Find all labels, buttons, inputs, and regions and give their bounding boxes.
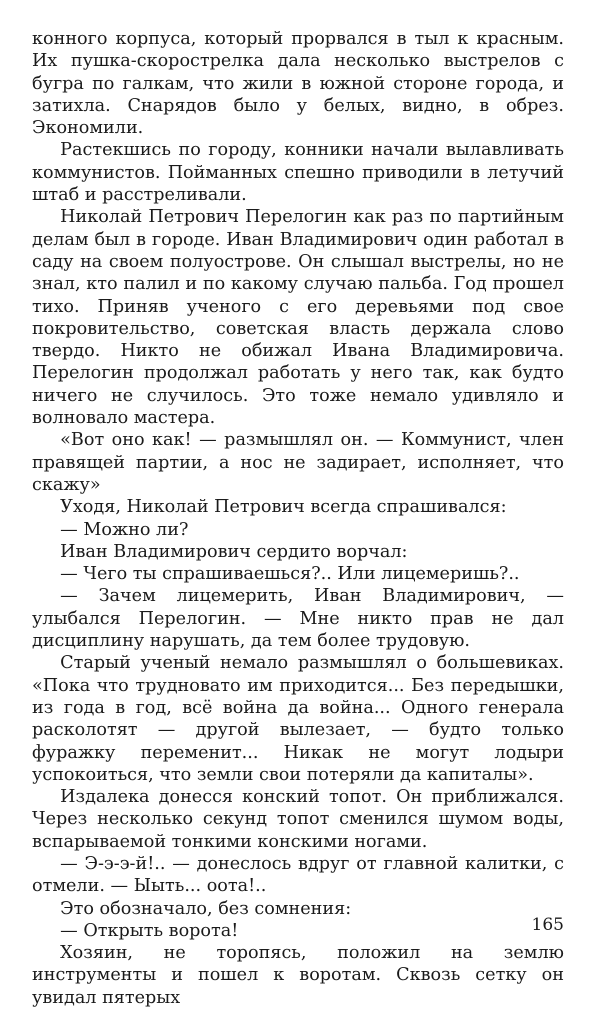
book-page-text <box>32 28 564 1009</box>
paragraph-13: Это обозначало, без сомнения: <box>60 898 352 919</box>
paragraph-1: конного корпуса, который прорвался в тыл к красным. Их пушка-скорострелка дала несколько выстрелов с бугра по галкам, что жили в южной стороне города, и затихла. Снарядов было у белых, видно, в обрез. Экономили. <box>32 29 564 139</box>
paragraph-15: Хозяин, не торопясь, положил на землю инструменты и пошел к воротам. Сквозь сетку он увидал пятерых <box>32 943 564 1008</box>
paragraph-3: Николай Петрович Перелогин как раз по партийным делам был в городе. Иван Владимирович один работал в саду на своем полуострове. Он слышал выстрелы, но не знал, кто палил и по какому случаю пальба. Год прошел тихо. Приняв ученого с его деревьями под свое покровительство, советская власть держала слово твердо. Никто не обижал Ивана Владимировича. Перелогин продолжал работать у него так, как будто ничего не случилось. Это тоже немало удивляло и волновало мастера. <box>32 207 564 429</box>
paragraph-8: — Чего ты спрашиваешься?.. Или лицемеришь?.. <box>60 564 520 585</box>
paragraph-9: — Зачем лицемерить, Иван Владимирович, — улыбался Перелогин. — Мне никто прав не дал дисциплину нарушать, да тем более трудовую. <box>32 586 564 652</box>
page-number: 165 <box>531 915 564 935</box>
paragraph-5: Уходя, Николай Петрович всегда спрашивался: <box>60 497 507 518</box>
paragraph-10: Старый ученый немало размышлял о большевиках. «Пока что трудновато им приходится... Без передышки, из года в год, всё война да война... Одного генерала расколотят — другой вылезает, — будто только фуражку переменит... Никак не могут лодыри успокоиться, что земли свои потеряли да капиталы». <box>32 653 564 785</box>
paragraph-11: Издалека донесся конский топот. Он приближался. Через несколько секунд топот сменился шумом воды, вспарываемой тонкими конскими ногами. <box>32 787 564 852</box>
paragraph-2: Растекшись по городу, конники начали вылавливать коммунистов. Пойманных спешно приводили в летучий штаб и расстреливали. <box>32 140 564 206</box>
paragraph-7: Иван Владимирович сердито ворчал: <box>60 541 408 562</box>
paragraph-14: — Открыть ворота! <box>60 920 239 941</box>
paragraph-4: «Вот оно как! — размышлял он. — Коммунист, член правящей партии, а нос не задирает, исполняет, что скажу» <box>32 430 564 495</box>
paragraph-6: — Можно ли? <box>60 519 189 540</box>
paragraph-12: — Э-э-э-й!.. — донеслось вдруг от главной калитки, с отмели. — Ыыть... оота!.. <box>32 853 564 897</box>
